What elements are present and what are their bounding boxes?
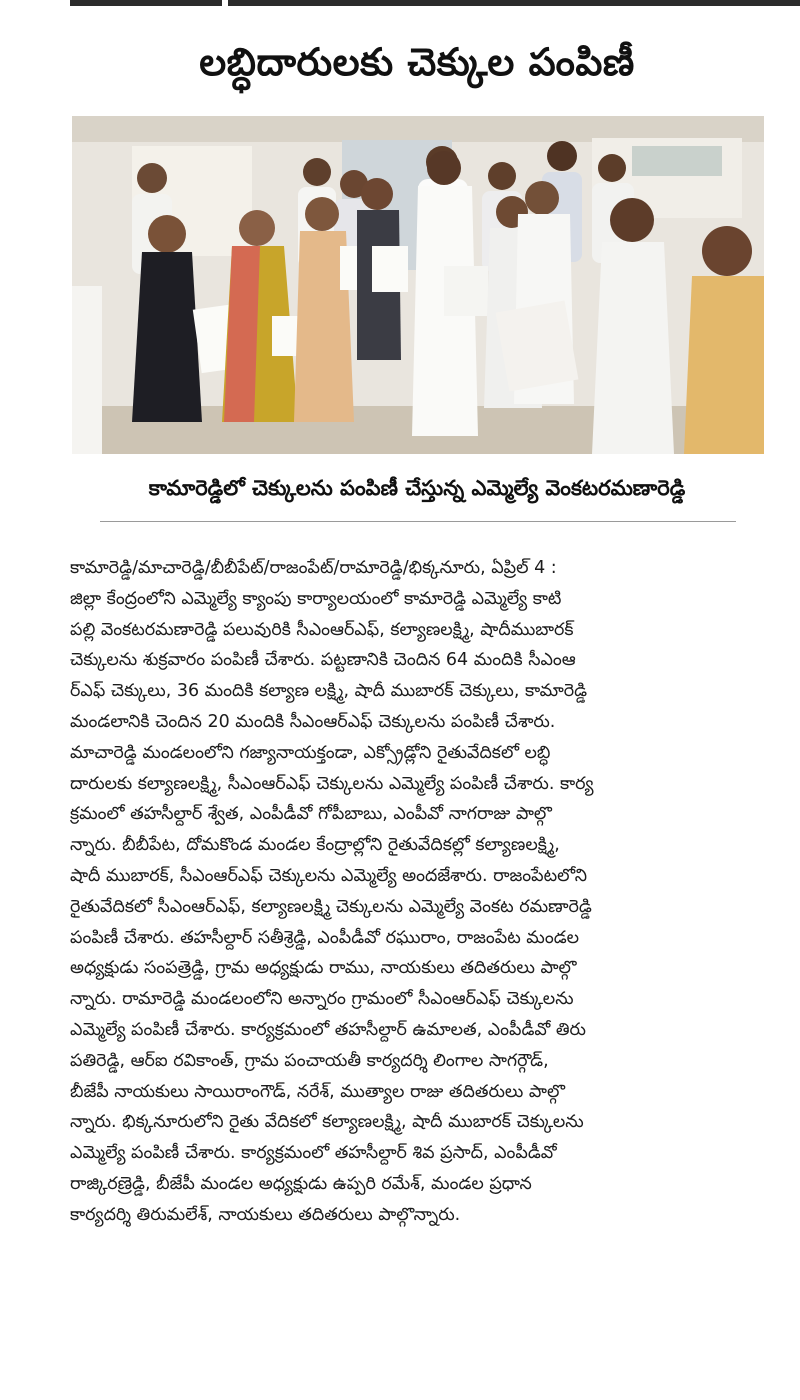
body-line: న్నారు. బీబీపేట, దోమకొండ మండల కేంద్రాల్లోని రైతువేదికల్లో కల్యాణలక్ష్మి,	[70, 835, 560, 856]
body-line: మాచారెడ్డి మండలంలోని గజ్యానాయక్తండా, ఎక్స్రోడ్లోని రైతువేదికలో లబ్ధి	[70, 742, 551, 763]
headline: లబ్ధిదారులకు చెక్కుల పంపిణీ	[199, 40, 635, 84]
body-line: పల్లి వెంకటరమణారెడ్డి పలువురికి సీఎంఆర్ఎఫ్, కల్యాణలక్ష్మి, షాదీముబారక్	[70, 619, 574, 640]
body-line: చెక్కులను శుక్రవారం పంపిణీ చేశారు. పట్టణానికి చెందిన 64 మందికి సీఎంఆ	[70, 650, 576, 671]
body-line: షాదీ ముబారక్, సీఎంఆర్ఎఫ్ చెక్కులను ఎమ్మెల్యే అందజేశారు. రాజంపేటలోని	[70, 865, 587, 886]
photo-illustration	[72, 116, 764, 454]
body-line: రాజ్కిరణ్రెడ్డి, బీజేపీ మండల అధ్యక్షుడు ఉప్పరి రమేశ్, మండల ప్రధాన	[70, 1173, 532, 1194]
body-line: ఎమ్మెల్యే పంపిణీ చేశారు. కార్యక్రమంలో తహసీల్దార్ శివ ప్రసాద్, ఎంపీడీవో	[70, 1143, 557, 1164]
body-line: పంపిణీ చేశారు. తహసీల్దార్ సతీశ్రెడ్డి, ఎంపీడీవో రఘురాం, రాజంపేట మండల	[70, 927, 580, 948]
body-line: న్నారు. రామారెడ్డి మండలంలోని అన్నారం గ్రామంలో సీఎంఆర్ఎఫ్ చెక్కులను	[70, 989, 574, 1010]
body-line: దారులకు కల్యాణలక్ష్మి, సీఎంఆర్ఎఫ్ చెక్కులను ఎమ్మెల్యే పంపిణీ చేశారు. కార్య	[70, 773, 594, 794]
photo-caption: కామారెడ్డిలో చెక్కులను పంపిణీ చేస్తున్న ఎమ్మెల్యే వెంకటరమణారెడ్డి	[148, 476, 686, 500]
body-line: మండలానికి చెందిన 20 మందికి సీఎంఆర్ఎఫ్ చెక్కులను పంపిణీ చేశారు.	[70, 711, 556, 732]
body-line: న్నారు. భిక్కనూరులోని రైతు వేదికలో కల్యాణలక్ష్మి, షాదీ ముబారక్ చెక్కులను	[70, 1112, 584, 1133]
body-line: క్రమంలో తహసీల్దార్ శ్వేత, ఎంపీడీవో గోపీబాబు, ఎంపీవో నాగరాజు పాల్గొ	[70, 804, 552, 825]
article-body	[70, 553, 764, 1231]
body-line: రైతువేదికలో సీఎంఆర్ఎఫ్, కల్యాణలక్ష్మి చెక్కులను ఎమ్మెల్యే వెంకట రమణారెడ్డి	[70, 896, 592, 917]
body-line: బీజేపీ నాయకులు సాయిరాంగౌడ్, నరేశ్, ముత్యాల రాజు తదితరులు పాల్గొ	[70, 1081, 565, 1102]
body-line: పతిరెడ్డి, ఆర్ఐ రవికాంత్, గ్రామ పంచాయతీ కార్యదర్శి లింగాల సాగర్గౌడ్,	[70, 1050, 549, 1071]
body-line: అధ్యక్షుడు సంపత్రెడ్డి, గ్రామ అధ్యక్షుడు రాము, నాయకులు తదితరులు పాల్గొ	[70, 958, 577, 979]
top-rule	[70, 0, 800, 6]
body-line: జిల్లా కేంద్రంలోని ఎమ్మెల్యే క్యాంపు కార్యాలయంలో కామారెడ్డి ఎమ్మెల్యే కాటి	[70, 588, 562, 609]
body-line: ఎమ్మెల్యే పంపిణీ చేశారు. కార్యక్రమంలో తహసీల్దార్ ఉమాలత, ఎంపీడీవో తిరు	[70, 1019, 586, 1040]
body-line: కార్యదర్శి తిరుమలేశ్, నాయకులు తదితరులు పాల్గొన్నారు.	[70, 1204, 461, 1225]
news-photo	[72, 116, 764, 454]
body-line: ర్ఎఫ్ చెక్కులు, 36 మందికి కల్యాణ లక్ష్మి, షాదీ ముబారక్ చెక్కులు, కామారెడ్డి	[70, 681, 588, 702]
caption-divider	[100, 521, 736, 522]
top-rule-gap	[222, 0, 228, 6]
body-line: కామారెడ్డి/మాచారెడ్డి/బీబీపేట్/రాజంపేట్/రామారెడ్డి/భిక్కనూరు, ఏప్రిల్ 4 :	[70, 558, 557, 578]
